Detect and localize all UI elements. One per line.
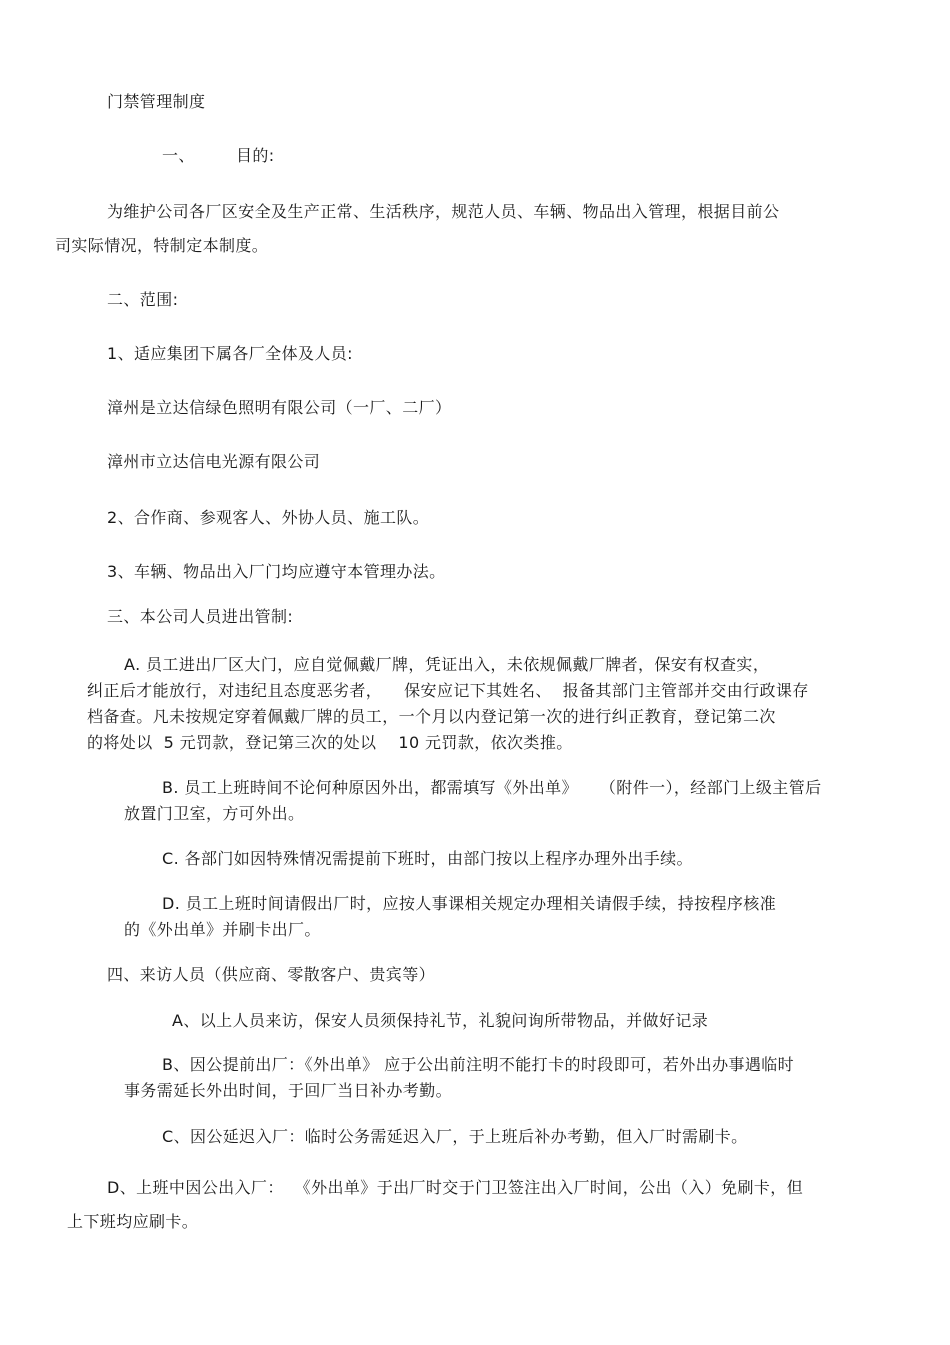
rule-3b-line: B. 员工上班時间不论何种原因外出，都需填写《外出单》 （附件一），经部门上级主管后 (162, 778, 822, 797)
rule-4b-line: B、因公提前出厂：《外出单》 应于公出前注明不能打卡的时段即可，若外出办事遇临时 (162, 1055, 795, 1074)
company-name-1: 漳州是立达信绿色照明有限公司（一厂、二厂） (107, 398, 452, 417)
purpose-paragraph-line: 为维护公司各厂区安全及生产正常、生活秩序，规范人员、车辆、物品出入管理，根据目前公 (107, 202, 780, 221)
rule-3a-line: 纠正后才能放行，对违纪且态度恶劣者， 保安应记下其姓名、 报备其部门主管部并交由行政课存 (87, 681, 809, 700)
rule-4b-line: 事务需延长外出时间，于回厂当日补办考勤。 (124, 1081, 453, 1100)
document-title: 门禁管理制度 (107, 92, 206, 111)
rule-3c: C. 各部门如因特殊情况需提前下班时，由部门按以上程序办理外出手续。 (162, 849, 693, 868)
company-name-2: 漳州市立达信电光源有限公司 (107, 452, 321, 471)
rule-3b-line: 放置门卫室，方可外出。 (124, 804, 305, 823)
rule-3a-line: A. 员工进出厂区大门，应自觉佩戴厂牌，凭证出入，未依规佩戴厂牌者，保安有权查实， (124, 655, 770, 674)
rule-4d-line: D、上班中因公出入厂： 《外出单》于出厂时交于门卫签注出入厂时间，公出（入）免刷卡，但 (107, 1178, 804, 1197)
scope-item-2: 2、合作商、参观客人、外协人员、施工队。 (107, 508, 430, 527)
section-3-heading: 三、本公司人员进出管制: (107, 607, 294, 626)
section-4-heading: 四、来访人员（供应商、零散客户、贵宾等） (107, 965, 436, 984)
section-2-heading: 二、范围: (107, 290, 179, 309)
rule-3d-line: 的《外出单》并刷卡出厂。 (124, 920, 321, 939)
rule-3a-line: 的将处以 5 元罚款，登记第三次的处以 10 元罚款，依次类推。 (87, 733, 573, 752)
section-1-number: 一、 (162, 146, 195, 165)
section-1-heading: 目的: (236, 146, 275, 165)
scope-item-3: 3、车辆、物品出入厂门均应遵守本管理办法。 (107, 562, 446, 581)
purpose-paragraph-line: 司实际情况，特制定本制度。 (55, 236, 269, 255)
rule-4a: A、以上人员来访，保安人员须保持礼节，礼貌问询所带物品，并做好记录 (172, 1011, 709, 1030)
rule-4d-line: 上下班均应刷卡。 (67, 1212, 199, 1231)
rule-3a-line: 档备查。凡未按规定穿着佩戴厂牌的员工，一个月以内登记第一次的进行纠正教育，登记第二次 (87, 707, 776, 726)
rule-4c: C、因公延迟入厂：临时公务需延迟入厂，于上班后补办考勤，但入厂时需刷卡。 (162, 1127, 748, 1146)
scope-item-1: 1、适应集团下属各厂全体及人员: (107, 344, 353, 363)
rule-3d-line: D. 员工上班时间请假出厂时，应按人事课相关规定办理相关请假手续，持按程序核准 (162, 894, 777, 913)
